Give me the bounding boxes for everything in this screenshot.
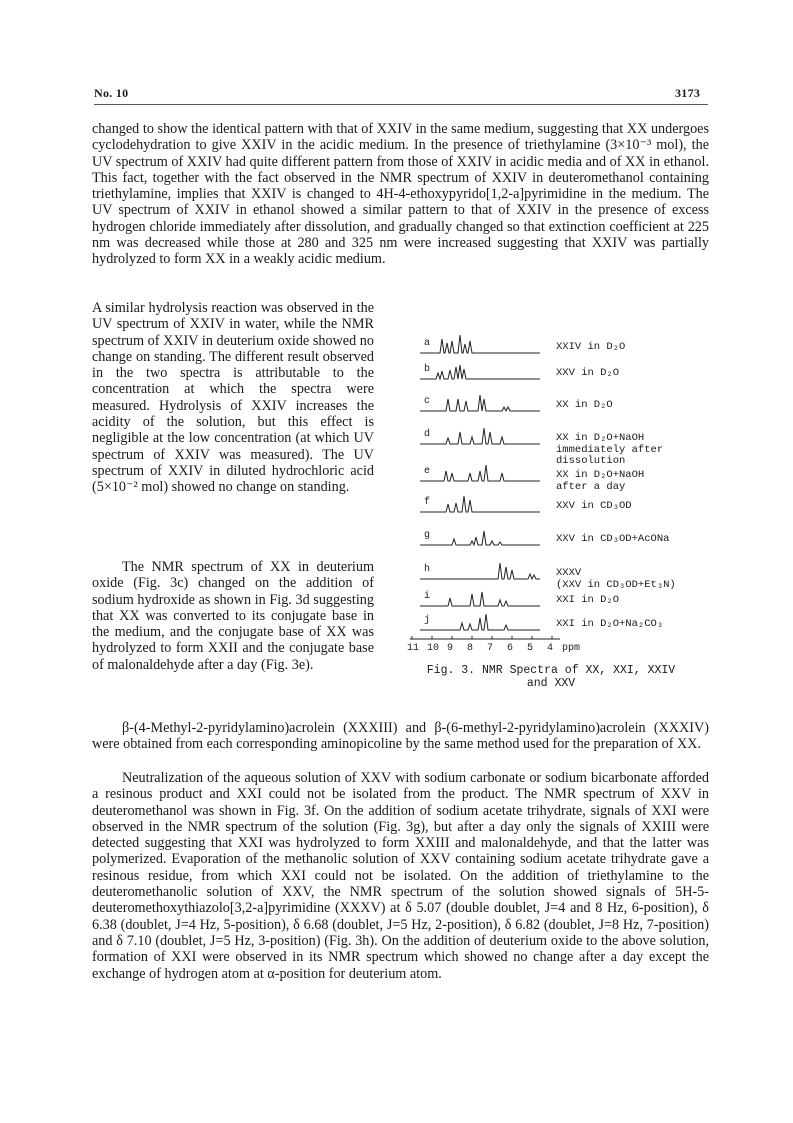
spectrum-line (420, 395, 540, 411)
trace-letter: c (424, 396, 431, 407)
trace-letter: b (424, 364, 431, 375)
spectrum-line (420, 592, 540, 606)
spectrum-line (420, 428, 540, 444)
spectrum-line (420, 465, 540, 481)
axis-tick-label: 5 (527, 643, 534, 654)
nmr-trace-j (420, 614, 540, 630)
axis-tick-label: 7 (487, 643, 494, 654)
trace-letter: e (424, 466, 431, 477)
trace-letter: f (424, 497, 431, 508)
paragraph-5: Neutralization of the aqueous solution of XXV with sodium carbonate or sodium bicarbonate afforded a resinous product and XXI could not be isolated from the product. The NMR spectrum of XXV in deuteromethanol was shown in Fig. 3f. On the addition of sodium acetate trihydrate, signals of XXI were observed in the NMR spectrum of the solution (Fig. 3g), but after a day only the signals of XXIII were detected suggesting that XXI was hydrolyzed to form XXIII and malonaldehyde, and that the latter was polymerized. Evaporation of the methanolic solution of XXV containing sodium acetate trihydrate gave a resinous residue, from which XXI could not be isolated. On the addition of triethylamine to the deuteromethanolic solution of XXV, the NMR spectrum of the solution showed signals of 5H-5-deuteromethoxythiazolo[3,2-a]pyrimidine (XXXV) at δ 5.07 (double doublet, J=4 and 8 Hz, 6-position), δ 6.38 (doublet, J=4 Hz, 5-position), δ 6.68 (doublet, J=5 Hz, 2-position), δ 6.82 (doublet, J=8 Hz, 7-position) and δ 7.10 (doublet, J=5 Hz, 3-position) (Fig. 3h). On the addition of deuterium oxide to the above solution, formation of XXI were observed in its NMR spectrum which showed no change after a day except the exchange of hydrogen atom at α-position for deuterium atom. (92, 770, 709, 982)
trace-sample-e: XX in D₂O+NaOH after a day (556, 469, 645, 493)
spectrum-line (420, 365, 540, 379)
axis-tick-label: 11 (407, 643, 420, 654)
axis-tick-label: 10 (427, 643, 440, 654)
trace-sample-a: XXIV in D₂O (556, 341, 626, 353)
spectrum-line (420, 563, 540, 579)
figure-caption: Fig. 3. NMR Spectra of XX, XXI, XXIV and XXV (426, 664, 676, 690)
nmr-trace-e (420, 465, 540, 481)
axis-unit: ppm (562, 643, 581, 654)
nmr-trace-b (420, 363, 540, 379)
axis-tick-label: 9 (447, 643, 454, 654)
nmr-trace-h (420, 563, 540, 579)
axis-tick-label: 4 (547, 643, 554, 654)
trace-sample-b: XXV in D₂O (556, 367, 620, 379)
nmr-trace-c (420, 395, 540, 411)
paragraph-4: β-(4-Methyl-2-pyridylamino)acrolein (XXXIII) and β-(6-methyl-2-pyridylamino)acrolein (XXXIV) were obtained from each corresponding aminopicoline by the same method used for the preparation of XX. (92, 720, 709, 753)
trace-sample-i: XXI in D₂O (556, 594, 620, 606)
trace-sample-j: XXI in D₂O+Na₂CO₃ (556, 618, 664, 630)
trace-letter: d (424, 429, 431, 440)
nmr-trace-a (420, 335, 540, 353)
spectrum-line (420, 614, 540, 630)
trace-letter: a (424, 338, 431, 349)
spectrum-line (420, 496, 540, 512)
trace-letter: h (424, 564, 431, 575)
paragraph-3: The NMR spectrum of XX in deuterium oxide (Fig. 3c) changed on the addition of sodium hydroxide as shown in Fig. 3d suggesting that XX was converted to its conjugate base in the medium, and the conjugate base of XX was hydrolyzed to form XXII and the conjugate base of malonaldehyde after a day (Fig. 3e). (92, 559, 374, 673)
spectrum-line (420, 335, 540, 353)
nmr-trace-g (420, 530, 540, 545)
axis-tick-label: 6 (507, 643, 514, 654)
trace-sample-f: XXV in CD₃OD (556, 500, 632, 512)
nmr-trace-f (420, 496, 540, 512)
nmr-trace-i (420, 590, 540, 606)
trace-letter: i (424, 591, 431, 602)
trace-letter: j (424, 615, 431, 626)
spectrum-line (420, 531, 540, 545)
trace-sample-d: XX in D₂O+NaOH immediately after dissolution (556, 432, 664, 467)
axis-tick-label: 8 (467, 643, 474, 654)
header-rule (94, 104, 708, 105)
nmr-trace-d (420, 428, 540, 444)
paragraph-2: A similar hydrolysis reaction was observed in the UV spectrum of XXIV in water, while the NMR spectrum of XXIV in deuterium oxide showed no change on standing. The different result observed in the two spectra is attributable to the concentration at which the spectra were measured. Hydrolysis of XXIV increases the acidity of the solution, but this effect is negligible at the low concentration (at which UV spectrum of XXIV was measured). The UV spectrum of XXIV in diluted hydrochloric acid (5×10⁻² mol) showed no change on standing. (92, 300, 374, 496)
nmr-spectra-plot (390, 334, 712, 654)
trace-letter: g (424, 530, 431, 541)
nmr-figure (390, 334, 712, 714)
trace-sample-c: XX in D₂O (556, 399, 613, 411)
page-number: 3173 (675, 86, 701, 100)
trace-sample-g: XXV in CD₃OD+AcONa (556, 533, 670, 545)
paragraph-1: changed to show the identical pattern with that of XXIV in the same medium, suggesting that XX undergoes cyclodehydration to give XXIV in the acidic medium. In the presence of triethylamine (3×10⁻³ mol), the UV spectrum of XXIV had quite different pattern from those of XXIV in acidic media and of XX in ethanol. This fact, together with the fact observed in the NMR spectrum of XXIV in deuteromethanol containing triethylamine, implies that XXIV is changed to 4H-4-ethoxypyrido[1,2-a]pyrimidine in the medium. The UV spectrum of XXIV in ethanol showed a similar pattern to that of XXIV in the presence of excess hydrogen chloride immediately after dissolution, and gradually changed so that extinction coefficient at 225 nm was decreased while those at 280 and 325 nm were increased suggesting that XXIV was partially hydrolyzed to form XX in a weakly acidic medium. (92, 121, 709, 268)
journal-number: No. 10 (94, 86, 129, 100)
trace-sample-h: XXXV (XXV in CD₃OD+Et₃N) (556, 567, 676, 591)
